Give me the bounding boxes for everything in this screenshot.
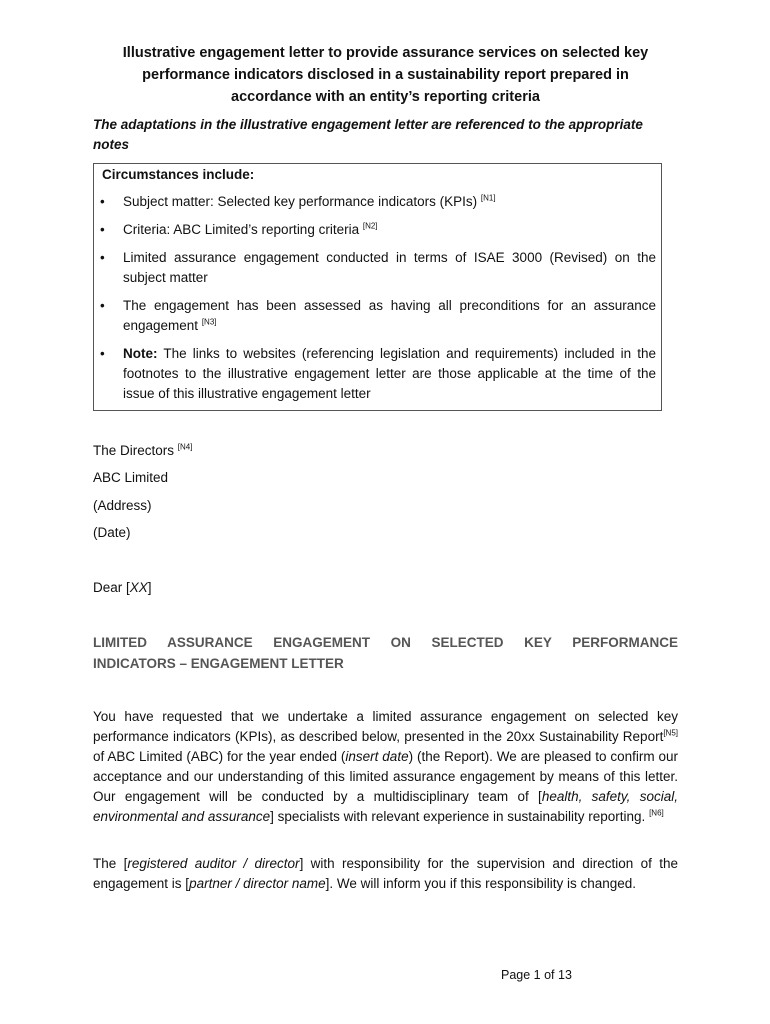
circumstances-heading: Circumstances include: — [102, 167, 255, 182]
section-heading: LIMITED ASSURANCE ENGAGEMENT ON SELECTED KEY PERFORMANCE INDICATORS – ENGAGEMENT LETTER — [93, 635, 678, 671]
letter-date: (Date) — [93, 525, 131, 540]
addressee-directors: The Directors [N4] — [93, 442, 193, 458]
note-reference: [N5] — [663, 728, 678, 738]
salutation: Dear [XX] — [93, 580, 152, 595]
addressee-company: ABC Limited — [93, 470, 169, 485]
paragraph-engagement-request: You have requested that we undertake a limited assurance engagement on selected key performance indicators (KPIs), as described below, presented in the 20xx Sustainability Report[N5] of ABC Limited (ABC) for the year ended (insert date) (the Report). We are pleased to confirm our acceptance and our understanding of this limited assurance engagement by means of this letter. Our engagement will be conducted by a multidisciplinary team of [health, safety, social, environmental and assurance] specialists with relevant experience in sustainability reporting. [N6] — [93, 709, 678, 824]
circumstances-box — [93, 163, 662, 411]
circumstance-item: • The engagement has been assessed as having all preconditions for an assurance engagement [N3] — [100, 298, 656, 333]
note-reference: [N6] — [649, 808, 664, 818]
title-line-2: performance indicators disclosed in a sustainability report prepared in — [142, 67, 629, 83]
bullet-icon: • — [100, 298, 105, 313]
title-line-3: accordance with an entity’s reporting criteria — [231, 89, 540, 105]
bullet-icon: • — [100, 194, 105, 209]
paragraph-responsibility: The [registered auditor / director] with responsibility for the supervision and direction of the engagement is [partner / director name]. We will inform you if this responsibility is changed. — [93, 856, 679, 891]
circumstance-item: • Subject matter: Selected key performance indicators (KPIs) [N1] — [100, 192, 656, 212]
note-reference: [N4] — [177, 442, 193, 452]
circumstance-item: • Criteria: ABC Limited’s reporting criteria [N2] — [100, 220, 656, 240]
bullet-icon: • — [100, 346, 105, 361]
page-number: Page 1 of 13 — [501, 968, 572, 982]
bullet-icon: • — [100, 222, 105, 237]
circumstance-item: • Note: The links to websites (referencing legislation and requirements) included in the footnotes to the illustrative engagement letter are those applicable at the time of the issue of this illustrative engagement letter — [100, 346, 656, 401]
title-line-1: Illustrative engagement letter to provide assurance services on selected key — [122, 45, 649, 61]
addressee-address: (Address) — [93, 498, 152, 513]
note-reference: [N1] — [480, 193, 496, 203]
bullet-icon: • — [100, 250, 105, 265]
circumstance-item: • Limited assurance engagement conducted in terms of ISAE 3000 (Revised) on the subject matter — [100, 250, 656, 285]
document-subtitle: The adaptations in the illustrative engagement letter are referenced to the appropriate notes — [93, 117, 643, 152]
document-title — [93, 42, 678, 108]
note-reference: [N2] — [362, 221, 378, 231]
note-reference: [N3] — [201, 317, 217, 327]
